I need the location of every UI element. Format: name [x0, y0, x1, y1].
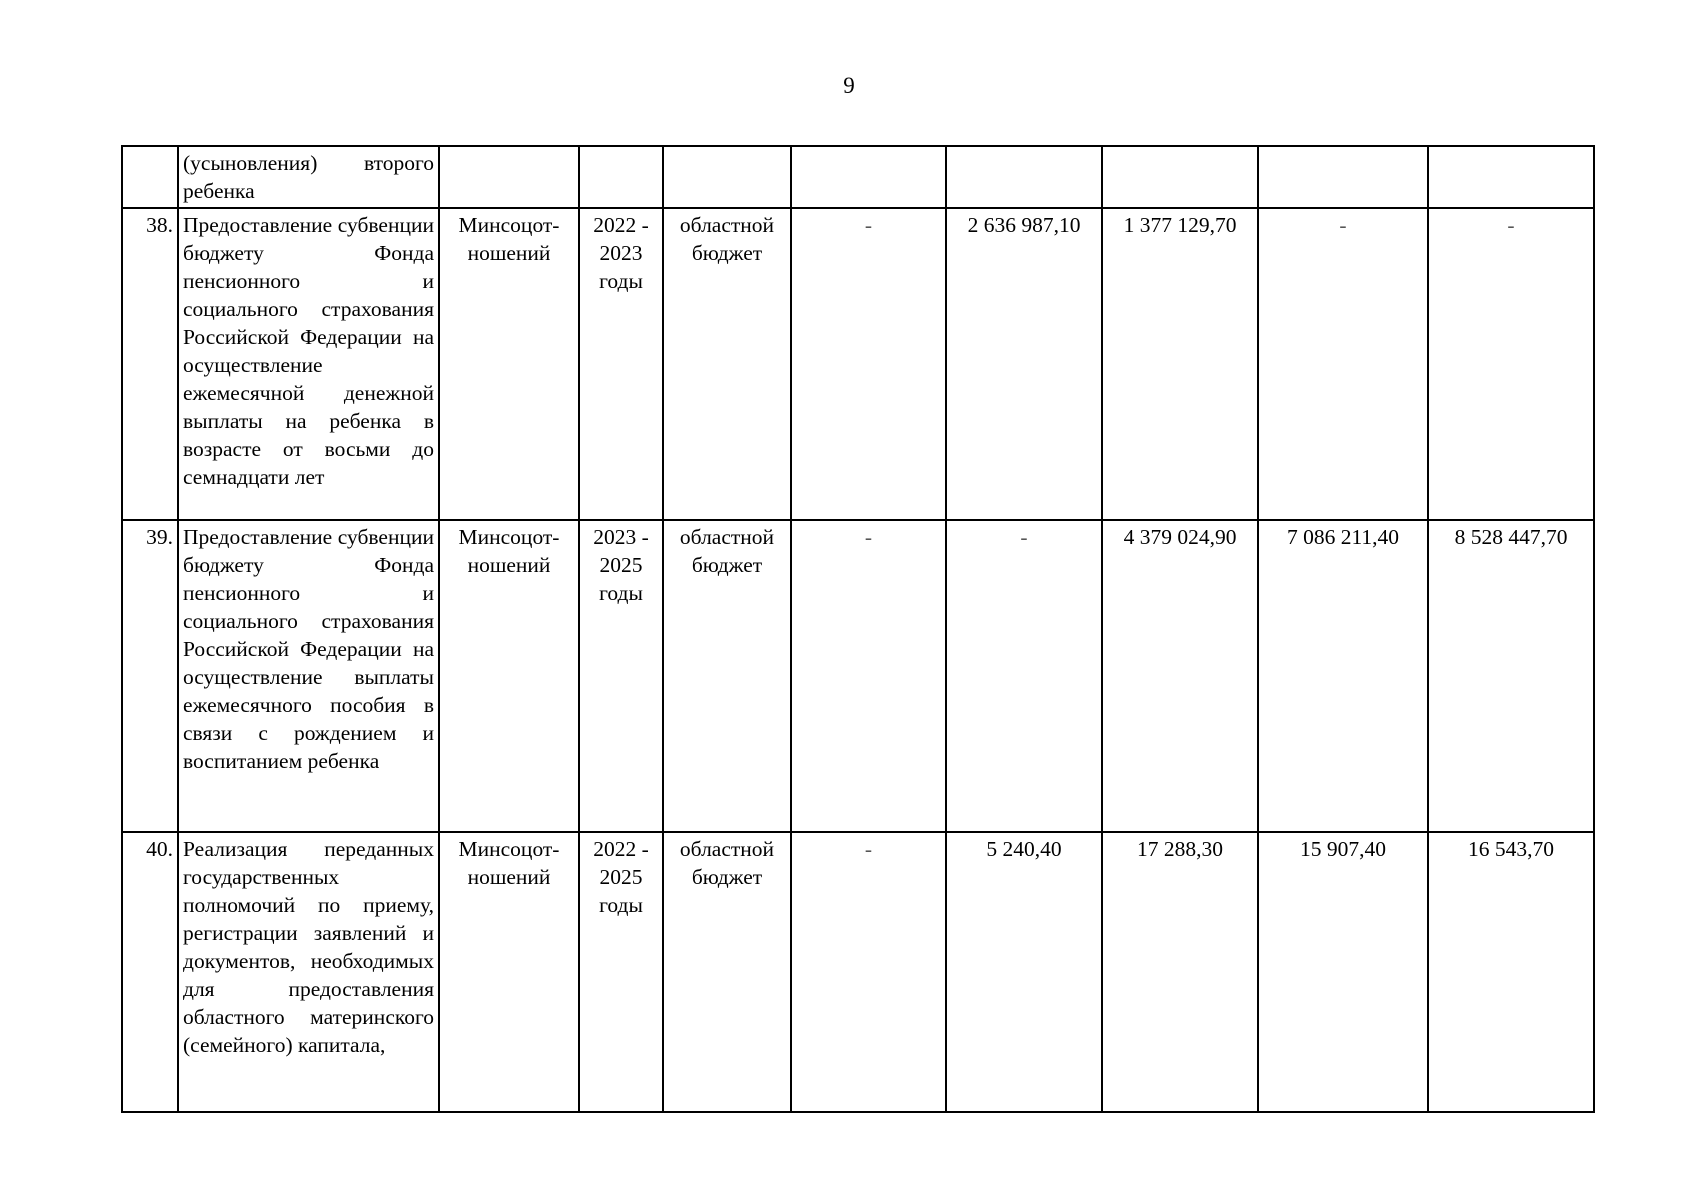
row-source: областной бюджет — [663, 208, 791, 520]
row-source: областной бюджет — [663, 832, 791, 1112]
row-period: 2022 - 2023 годы — [579, 208, 663, 520]
row-value: - — [791, 520, 946, 832]
row-value: - — [1258, 208, 1428, 520]
row-value: - — [791, 208, 946, 520]
row-value: 15 907,40 — [1258, 832, 1428, 1112]
row-description: Реализация переданных государственных полномочий по приему, регистрации заявлений и документов, необходимых для предоставления областного материнского (семейного) капитала, — [178, 832, 439, 1112]
row-value: 8 528 447,70 — [1428, 520, 1594, 832]
row-value — [1102, 146, 1258, 208]
page-number: 9 — [843, 73, 855, 98]
row-value — [946, 146, 1102, 208]
row-executor — [439, 146, 579, 208]
row-description: (усыновления) второго ребенка — [178, 146, 439, 208]
table-row — [122, 146, 1594, 208]
budget-table — [121, 145, 1595, 1113]
row-value: 5 240,40 — [946, 832, 1102, 1112]
row-number: 39. — [122, 520, 178, 832]
row-executor: Минсоцот-ношений — [439, 832, 579, 1112]
row-number: 38. — [122, 208, 178, 520]
table-row — [122, 208, 1594, 520]
row-value: 4 379 024,90 — [1102, 520, 1258, 832]
row-executor: Минсоцот-ношений — [439, 208, 579, 520]
row-value — [1428, 146, 1594, 208]
row-value: - — [946, 520, 1102, 832]
row-source: областной бюджет — [663, 520, 791, 832]
row-value: 2 636 987,10 — [946, 208, 1102, 520]
row-value — [791, 146, 946, 208]
row-value — [1258, 146, 1428, 208]
row-description: Предоставление субвенции бюджету Фонда пенсионного и социального страхования Российской Федерации на осуществление ежемесячной денежной выплаты на ребенка в возрасте от восьми до семнадцати лет — [178, 208, 439, 520]
row-value: 1 377 129,70 — [1102, 208, 1258, 520]
row-number — [122, 146, 178, 208]
row-value: 7 086 211,40 — [1258, 520, 1428, 832]
row-value: - — [1428, 208, 1594, 520]
table-row — [122, 520, 1594, 832]
row-period — [579, 146, 663, 208]
row-number: 40. — [122, 832, 178, 1112]
row-source — [663, 146, 791, 208]
row-executor: Минсоцот-ношений — [439, 520, 579, 832]
table-row — [122, 832, 1594, 1112]
row-period: 2023 - 2025 годы — [579, 520, 663, 832]
row-description: Предоставление субвенции бюджету Фонда пенсионного и социального страхования Российской Федерации на осуществление выплаты ежемесячного пособия в связи с рождением и воспитанием ребенка — [178, 520, 439, 832]
row-value: 17 288,30 — [1102, 832, 1258, 1112]
row-value: - — [791, 832, 946, 1112]
row-period: 2022 - 2025 годы — [579, 832, 663, 1112]
row-value: 16 543,70 — [1428, 832, 1594, 1112]
